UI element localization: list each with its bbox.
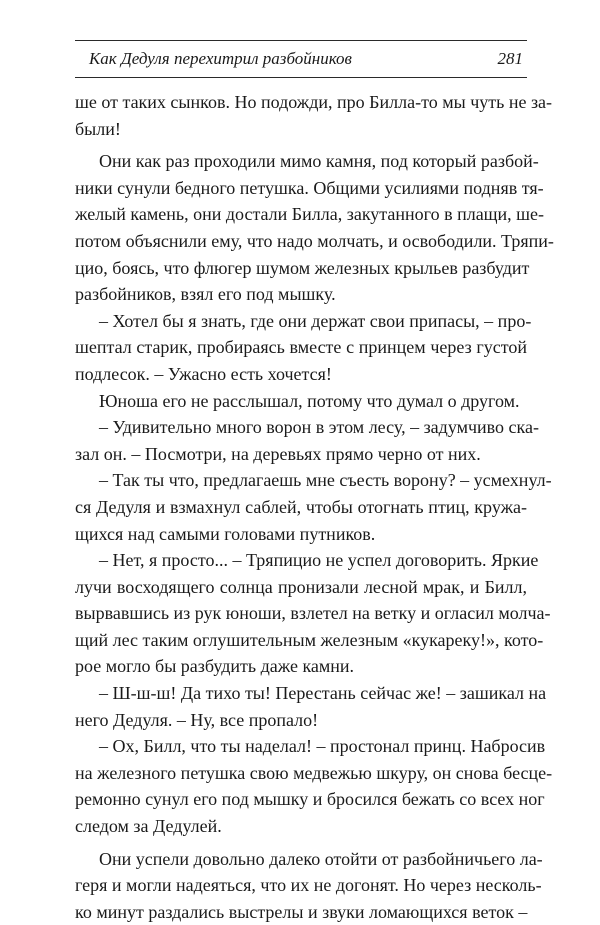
running-title: Как Дедуля перехитрил разбойников: [89, 49, 352, 68]
paragraph: [75, 733, 553, 839]
text-line: щий лес таким оглушительным железным «кукареку!», кото-: [75, 629, 544, 650]
paragraph: [75, 414, 539, 467]
text-line: лучи восходящего солнца пронизали лесной мрак, и Билл,: [75, 576, 527, 597]
text-line: – Нет, я просто... – Тряпицио не успел договорить. Яркие: [99, 550, 539, 571]
paragraph: [75, 148, 554, 308]
running-header: [75, 40, 527, 78]
page-number: 281: [497, 49, 523, 68]
text-line: Юноша его не расслышал, потому что думал о другом.: [99, 390, 520, 411]
text-line: Они как раз проходили мимо камня, под который разбой-: [99, 151, 539, 172]
paragraph: [75, 547, 551, 680]
text-line: потом объяснили ему, что надо молчать, и освободили. Тряпи-: [75, 230, 554, 251]
text-line: подлесок. – Ужасно есть хочется!: [75, 363, 332, 384]
text-line: следом за Дедулей.: [75, 816, 222, 837]
text-line: вырвавшись из рук юноши, взлетел на ветку и огласил молча-: [75, 603, 551, 624]
text-line: шептал старик, пробираясь вместе с принцем через густой: [75, 337, 527, 358]
text-line: – Хотел бы я знать, где они держат свои припасы, – про-: [99, 310, 532, 331]
text-line: ремонно сунул его под мышку и бросился бежать со всех ног: [75, 789, 545, 810]
text-line: – Удивительно много ворон в этом лесу, – задумчиво ска-: [99, 417, 539, 438]
text-line: ся Дедуля и взмахнул саблей, чтобы отогнать птиц, кружа-: [75, 496, 527, 517]
text-line: – Так ты что, предлагаешь мне съесть ворону? – усмехнул-: [99, 470, 552, 491]
text-line: на железного петушка свою медвежью шкуру, он снова бесце-: [75, 762, 553, 783]
text-line: зал он. – Посмотри, на деревьях прямо черно от них.: [75, 443, 481, 464]
text-line: Они успели довольно далеко отойти от разбойничьего ла-: [99, 848, 543, 869]
text-line: ко минут раздались выстрелы и звуки ломающихся веток –: [75, 901, 528, 922]
paragraph: [75, 388, 527, 415]
text-line: ники сунули бедного петушка. Общими усилиями подняв тя-: [75, 177, 544, 198]
paragraph: [75, 89, 553, 142]
text-line: желый камень, они достали Билла, закутанного в плащи, ше-: [75, 204, 545, 225]
body-text: [75, 89, 554, 925]
paragraph: [75, 680, 547, 733]
text-line: – Ш-ш-ш! Да тихо ты! Перестань сейчас же! – зашикал на: [99, 683, 547, 704]
text-line: него Дедуля. – Ну, все пропало!: [75, 709, 319, 730]
paragraph: [75, 467, 552, 547]
text-line: ше от таких сынков. Но подожди, про Билла-то мы чуть не за-: [75, 92, 553, 112]
text-line: разбойников, взял его под мышку.: [75, 284, 336, 305]
text-line: – Ох, Билл, что ты наделал! – простонал принц. Набросив: [99, 736, 546, 757]
text-line: геря и могли надеяться, что их не догонят. Но через несколь-: [75, 875, 542, 896]
text-line: цио, боясь, что флюгер шумом железных крыльев разбудит: [75, 257, 530, 278]
text-line: были!: [75, 118, 121, 139]
paragraph: [75, 846, 543, 925]
text-line: щихся над самыми головами путников.: [75, 523, 376, 544]
paragraph: [75, 308, 532, 388]
text-line: рое могло бы разбудить даже камни.: [75, 656, 355, 677]
